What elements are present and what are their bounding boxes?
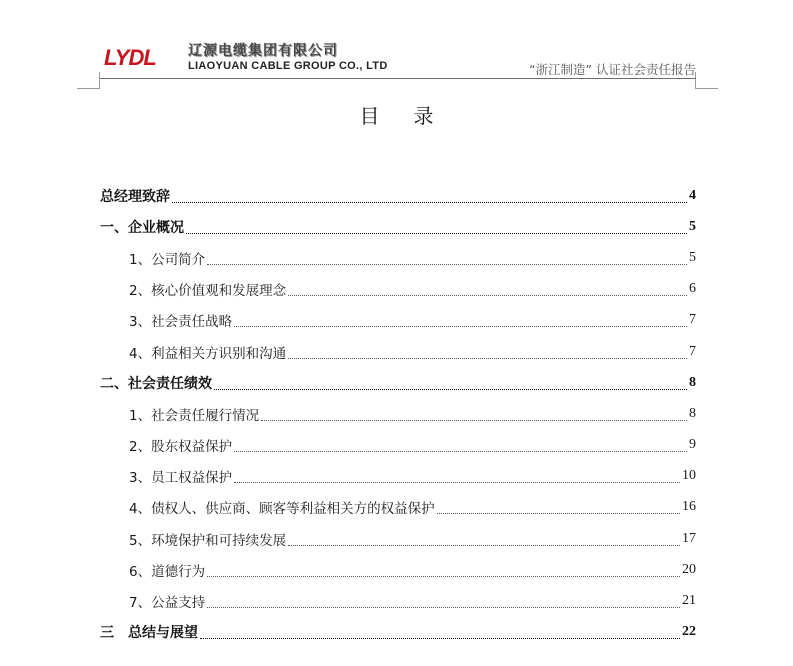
toc-entry-page: 10 — [682, 468, 696, 484]
toc-entry-page: 4 — [689, 187, 696, 203]
toc-entry-page: 17 — [682, 530, 696, 546]
toc-entry-label: 1、社会责任履行情况 — [129, 407, 260, 424]
report-title: “浙江制造” 认证社会责任报告 — [529, 62, 696, 77]
toc-entry-label: 1、公司简介 — [129, 251, 206, 268]
toc-entry-page: 5 — [689, 218, 696, 234]
header-divider — [100, 78, 696, 79]
toc-entry[interactable] — [100, 305, 696, 336]
toc-entry-label: 3、员工权益保护 — [129, 470, 233, 487]
toc-entry-label: 5、环境保护和可持续发展 — [129, 532, 287, 549]
toc-entry-page: 8 — [689, 374, 696, 390]
toc-leader — [200, 638, 680, 639]
toc-entry-label: 4、债权人、供应商、顾客等利益相关方的权益保护 — [129, 501, 435, 518]
toc-entry-page: 9 — [689, 437, 696, 453]
toc-entry[interactable] — [100, 242, 696, 273]
toc-leader — [186, 233, 687, 234]
toc-entry-label: 6、道德行为 — [129, 563, 206, 580]
toc-entry-page: 20 — [682, 561, 696, 577]
page-header — [100, 36, 696, 78]
toc-entry[interactable] — [100, 617, 696, 648]
toc-leader — [261, 420, 687, 421]
toc-entry-page: 7 — [689, 312, 696, 328]
toc-leader — [207, 607, 680, 608]
company-logo — [102, 44, 172, 70]
table-of-contents — [100, 180, 696, 648]
toc-entry[interactable] — [100, 274, 696, 305]
toc-leader — [207, 576, 680, 577]
toc-leader — [172, 202, 687, 203]
toc-leader — [288, 358, 687, 359]
toc-leader — [288, 545, 680, 546]
toc-entry-label: 2、股东权益保护 — [129, 439, 233, 456]
toc-entry-page: 7 — [689, 343, 696, 359]
toc-entry[interactable] — [100, 585, 696, 616]
toc-entry[interactable] — [100, 180, 696, 211]
toc-title: 目录 — [359, 104, 468, 128]
toc-leader — [437, 513, 680, 514]
toc-leader — [288, 295, 687, 296]
toc-entry-label: 2、核心价值观和发展理念 — [129, 283, 287, 300]
toc-entry-label: 三 总结与展望 — [100, 625, 198, 642]
toc-entry[interactable] — [100, 367, 696, 398]
toc-entry[interactable] — [100, 554, 696, 585]
toc-entry-label: 一、企业概况 — [100, 219, 184, 236]
toc-entry[interactable] — [100, 398, 696, 429]
toc-entry-page: 16 — [682, 499, 696, 515]
toc-leader — [207, 264, 687, 265]
toc-entry[interactable] — [100, 430, 696, 461]
toc-leader — [234, 326, 687, 327]
company-name-en: LIAOYUAN CABLE GROUP CO., LTD — [188, 60, 388, 72]
toc-entry[interactable] — [100, 461, 696, 492]
toc-leader — [234, 451, 687, 452]
toc-entry-label: 总经理致辞 — [100, 188, 170, 205]
toc-entry-label: 4、利益相关方识别和沟通 — [129, 345, 287, 362]
crop-mark — [77, 88, 99, 89]
toc-entry-page: 8 — [689, 405, 696, 421]
toc-entry-page: 5 — [689, 249, 696, 265]
toc-entry-page: 6 — [689, 281, 696, 297]
toc-entry[interactable] — [100, 336, 696, 367]
crop-mark — [696, 88, 718, 89]
toc-entry-label: 7、公益支持 — [129, 595, 206, 612]
toc-leader — [214, 389, 687, 390]
toc-leader — [234, 482, 680, 483]
toc-entry-page: 22 — [682, 624, 696, 640]
toc-entry-page: 21 — [682, 593, 696, 609]
toc-entry[interactable] — [100, 211, 696, 242]
toc-entry[interactable] — [100, 492, 696, 523]
svg-text:LYDL: LYDL — [104, 45, 156, 70]
toc-entry-label: 3、社会责任战略 — [129, 314, 233, 331]
toc-entry[interactable] — [100, 523, 696, 554]
company-name-cn: 辽源电缆集团有限公司 — [188, 43, 338, 59]
toc-entry-label: 二、社会责任绩效 — [100, 375, 212, 392]
